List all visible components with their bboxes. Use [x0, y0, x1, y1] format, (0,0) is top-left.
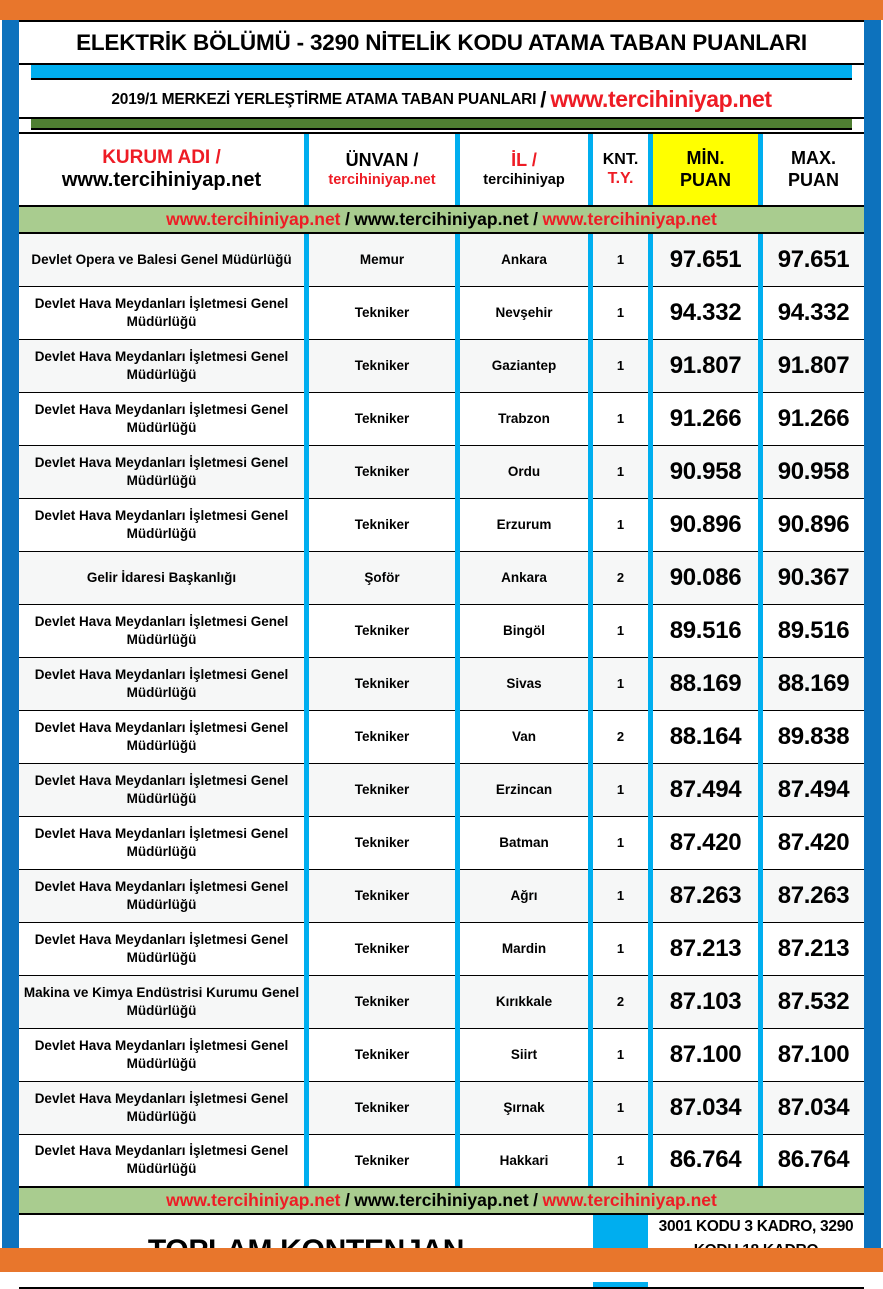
cell-max-puan: 87.213 — [763, 922, 864, 975]
cell-max-puan: 91.807 — [763, 339, 864, 392]
promo-link-2[interactable]: www.tercihiniyap.net — [354, 209, 529, 229]
cell-unvan: Tekniker — [309, 339, 455, 392]
cell-unvan: Tekniker — [309, 763, 455, 816]
cell-kurum: Gelir İdaresi Başkanlığı — [19, 551, 304, 604]
cell-il: Ağrı — [460, 869, 588, 922]
table-row — [19, 1081, 864, 1134]
cell-kurum: Devlet Hava Meydanları İşletmesi Genel Müdürlüğü — [19, 604, 304, 657]
cell-kurum: Devlet Hava Meydanları İşletmesi Genel Müdürlüğü — [19, 1081, 304, 1134]
cell-kurum: Devlet Hava Meydanları İşletmesi Genel Müdürlüğü — [19, 392, 304, 445]
cell-min-puan: 97.651 — [653, 233, 758, 286]
cell-il: Ordu — [460, 445, 588, 498]
cell-max-puan: 87.100 — [763, 1028, 864, 1081]
cell-min-puan: 91.266 — [653, 392, 758, 445]
cell-unvan: Memur — [309, 233, 455, 286]
table-body — [19, 206, 864, 1288]
cell-min-puan: 88.164 — [653, 710, 758, 763]
column-header-min-puan — [653, 133, 758, 206]
cell-max-puan: 90.367 — [763, 551, 864, 604]
cell-unvan: Tekniker — [309, 1028, 455, 1081]
cell-unvan: Tekniker — [309, 1134, 455, 1187]
column-header-kurum — [19, 133, 304, 206]
cell-kurum: Devlet Hava Meydanları İşletmesi Genel Müdürlüğü — [19, 763, 304, 816]
cell-kurum: Devlet Hava Meydanları İşletmesi Genel Müdürlüğü — [19, 657, 304, 710]
cell-min-puan: 87.034 — [653, 1081, 758, 1134]
cell-knt: 1 — [593, 392, 648, 445]
promo-link-2[interactable]: www.tercihiniyap.net — [354, 1190, 529, 1210]
cell-unvan: Tekniker — [309, 710, 455, 763]
promo-banner-cell — [19, 1187, 864, 1214]
table-row — [19, 710, 864, 763]
cell-il: Erzurum — [460, 498, 588, 551]
column-header-kurum-line1: KURUM ADI / — [102, 146, 221, 168]
cell-min-puan: 87.213 — [653, 922, 758, 975]
column-header-il-line2: tercihiniyap — [483, 171, 565, 188]
column-header-unvan-line2: tercihiniyap.net — [328, 171, 436, 188]
cell-unvan: Tekniker — [309, 816, 455, 869]
cell-unvan: Tekniker — [309, 869, 455, 922]
cell-knt: 1 — [593, 498, 648, 551]
cell-min-puan: 90.086 — [653, 551, 758, 604]
column-header-knt-line2: T.Y. — [607, 169, 634, 187]
cell-unvan: Tekniker — [309, 445, 455, 498]
subtitle-separator: / — [540, 86, 547, 112]
promo-separator-1: / — [344, 209, 350, 229]
cell-min-puan: 87.100 — [653, 1028, 758, 1081]
cell-min-puan: 86.764 — [653, 1134, 758, 1187]
cell-unvan: Tekniker — [309, 498, 455, 551]
cell-min-puan: 90.896 — [653, 498, 758, 551]
promo-link-3[interactable]: www.tercihiniyap.net — [542, 1190, 717, 1210]
cell-min-puan: 89.516 — [653, 604, 758, 657]
cell-knt: 2 — [593, 710, 648, 763]
cell-max-puan: 87.263 — [763, 869, 864, 922]
cell-knt: 1 — [593, 1134, 648, 1187]
table-row — [19, 1134, 864, 1187]
cell-kurum: Devlet Hava Meydanları İşletmesi Genel Müdürlüğü — [19, 710, 304, 763]
cell-knt: 2 — [593, 551, 648, 604]
cell-max-puan: 87.034 — [763, 1081, 864, 1134]
cell-max-puan: 88.169 — [763, 657, 864, 710]
cell-min-puan: 91.807 — [653, 339, 758, 392]
scores-table — [19, 132, 864, 1289]
table-header-row — [19, 133, 864, 206]
cell-il: Hakkari — [460, 1134, 588, 1187]
column-header-il-line1: İL / — [511, 150, 537, 171]
cell-kurum: Devlet Hava Meydanları İşletmesi Genel Müdürlüğü — [19, 286, 304, 339]
cell-unvan: Tekniker — [309, 286, 455, 339]
column-header-il — [460, 133, 588, 206]
table-row — [19, 816, 864, 869]
cell-min-puan: 90.958 — [653, 445, 758, 498]
right-blue-rail — [864, 20, 881, 1248]
table-row — [19, 392, 864, 445]
cell-kurum: Devlet Hava Meydanları İşletmesi Genel Müdürlüğü — [19, 1028, 304, 1081]
footer-summary-line1: 3001 KODU 3 KADRO, 3290 — [658, 1218, 854, 1235]
table-row — [19, 975, 864, 1028]
cell-max-puan: 87.494 — [763, 763, 864, 816]
cell-il: Ankara — [460, 551, 588, 604]
bottom-orange-strip — [0, 1248, 883, 1272]
cell-il: Gaziantep — [460, 339, 588, 392]
cell-il: Şırnak — [460, 1081, 588, 1134]
promo-banner-cell — [19, 206, 864, 233]
column-header-knt — [593, 133, 648, 206]
cell-kurum: Devlet Hava Meydanları İşletmesi Genel Müdürlüğü — [19, 816, 304, 869]
cell-max-puan: 90.896 — [763, 498, 864, 551]
cyan-divider — [31, 65, 852, 80]
table-row — [19, 1028, 864, 1081]
table-row — [19, 551, 864, 604]
cell-unvan: Tekniker — [309, 604, 455, 657]
column-header-kurum-line2: www.tercihiniyap.net — [61, 168, 262, 191]
cell-il: Sivas — [460, 657, 588, 710]
cell-min-puan: 87.494 — [653, 763, 758, 816]
cell-il: Ankara — [460, 233, 588, 286]
promo-separator-1: / — [344, 1190, 350, 1210]
cell-max-puan: 87.420 — [763, 816, 864, 869]
column-header-min-line2: PUAN — [679, 169, 731, 190]
cell-il: Siirt — [460, 1028, 588, 1081]
column-header-unvan — [309, 133, 455, 206]
subtitle-text: 2019/1 MERKEZİ YERLEŞTİRME ATAMA TABAN PUANLARI — [111, 90, 537, 108]
cell-max-puan: 87.532 — [763, 975, 864, 1028]
table-row — [19, 922, 864, 975]
cell-unvan: Tekniker — [309, 1081, 455, 1134]
page-title-text: ELEKTRİK BÖLÜMÜ - 3290 NİTELİK KODU ATAMA TABAN PUANLARI — [76, 29, 807, 55]
cell-knt: 1 — [593, 445, 648, 498]
cell-max-puan: 89.838 — [763, 710, 864, 763]
top-orange-strip — [0, 0, 883, 20]
table-row — [19, 498, 864, 551]
cell-min-puan: 88.169 — [653, 657, 758, 710]
cell-knt: 1 — [593, 869, 648, 922]
cell-knt: 1 — [593, 763, 648, 816]
promo-banner-row-bottom — [19, 1187, 864, 1214]
cell-knt: 1 — [593, 233, 648, 286]
column-header-knt-line1: KNT. — [602, 150, 639, 168]
cell-min-puan: 87.103 — [653, 975, 758, 1028]
dark-green-divider-wrap — [19, 119, 864, 132]
column-header-unvan-line1: ÜNVAN / — [345, 150, 419, 171]
cell-il: Van — [460, 710, 588, 763]
cell-max-puan: 89.516 — [763, 604, 864, 657]
table-row — [19, 657, 864, 710]
table-row — [19, 445, 864, 498]
cell-unvan: Şoför — [309, 551, 455, 604]
cell-il: Erzincan — [460, 763, 588, 816]
cell-unvan: Tekniker — [309, 922, 455, 975]
subtitle-bar — [19, 82, 864, 119]
cell-max-puan: 91.266 — [763, 392, 864, 445]
promo-link-1[interactable]: www.tercihiniyap.net — [166, 1190, 341, 1210]
cell-il: Trabzon — [460, 392, 588, 445]
cell-knt: 1 — [593, 1028, 648, 1081]
cell-knt: 2 — [593, 975, 648, 1028]
table-row — [19, 286, 864, 339]
table-row — [19, 604, 864, 657]
promo-link-3[interactable]: www.tercihiniyap.net — [542, 209, 717, 229]
table-row — [19, 763, 864, 816]
column-header-max-puan — [763, 133, 864, 206]
cell-min-puan: 94.332 — [653, 286, 758, 339]
page-title — [19, 20, 864, 65]
cell-knt: 1 — [593, 286, 648, 339]
cell-max-puan: 94.332 — [763, 286, 864, 339]
promo-banner-row-top — [19, 206, 864, 233]
cell-kurum: Makina ve Kimya Endüstrisi Kurumu Genel Müdürlüğü — [19, 975, 304, 1028]
cell-kurum: Devlet Hava Meydanları İşletmesi Genel Müdürlüğü — [19, 922, 304, 975]
cell-kurum: Devlet Hava Meydanları İşletmesi Genel Müdürlüğü — [19, 1134, 304, 1187]
table-row — [19, 233, 864, 286]
cell-kurum: Devlet Opera ve Balesi Genel Müdürlüğü — [19, 233, 304, 286]
cell-knt: 1 — [593, 922, 648, 975]
table-row — [19, 869, 864, 922]
cell-min-puan: 87.420 — [653, 816, 758, 869]
column-header-max-line1: MAX. — [791, 148, 836, 169]
cell-il: Kırıkkale — [460, 975, 588, 1028]
column-header-min-line1: MİN. — [686, 148, 725, 169]
dark-green-divider — [31, 119, 852, 130]
cell-unvan: Tekniker — [309, 975, 455, 1028]
cell-min-puan: 87.263 — [653, 869, 758, 922]
cell-kurum: Devlet Hava Meydanları İşletmesi Genel Müdürlüğü — [19, 445, 304, 498]
cell-kurum: Devlet Hava Meydanları İşletmesi Genel Müdürlüğü — [19, 339, 304, 392]
cyan-divider-wrap — [19, 65, 864, 82]
cell-knt: 1 — [593, 657, 648, 710]
cell-kurum: Devlet Hava Meydanları İşletmesi Genel Müdürlüğü — [19, 869, 304, 922]
cell-knt: 1 — [593, 1081, 648, 1134]
content-panel — [19, 20, 864, 1248]
promo-link-1[interactable]: www.tercihiniyap.net — [166, 209, 341, 229]
table-row — [19, 339, 864, 392]
column-header-max-line2: PUAN — [787, 169, 839, 190]
left-blue-rail — [2, 20, 19, 1248]
cell-il: Bingöl — [460, 604, 588, 657]
cell-knt: 1 — [593, 339, 648, 392]
cell-il: Nevşehir — [460, 286, 588, 339]
promo-separator-2: / — [533, 1190, 539, 1210]
cell-unvan: Tekniker — [309, 657, 455, 710]
bottom-white-strip — [0, 1272, 883, 1282]
promo-separator-2: / — [533, 209, 539, 229]
cell-knt: 1 — [593, 604, 648, 657]
cell-max-puan: 97.651 — [763, 233, 864, 286]
cell-max-puan: 90.958 — [763, 445, 864, 498]
subtitle-site-link[interactable]: www.tercihiniyap.net — [550, 86, 772, 112]
cell-il: Batman — [460, 816, 588, 869]
cell-knt: 1 — [593, 816, 648, 869]
cell-max-puan: 86.764 — [763, 1134, 864, 1187]
cell-kurum: Devlet Hava Meydanları İşletmesi Genel Müdürlüğü — [19, 498, 304, 551]
cell-unvan: Tekniker — [309, 392, 455, 445]
cell-il: Mardin — [460, 922, 588, 975]
